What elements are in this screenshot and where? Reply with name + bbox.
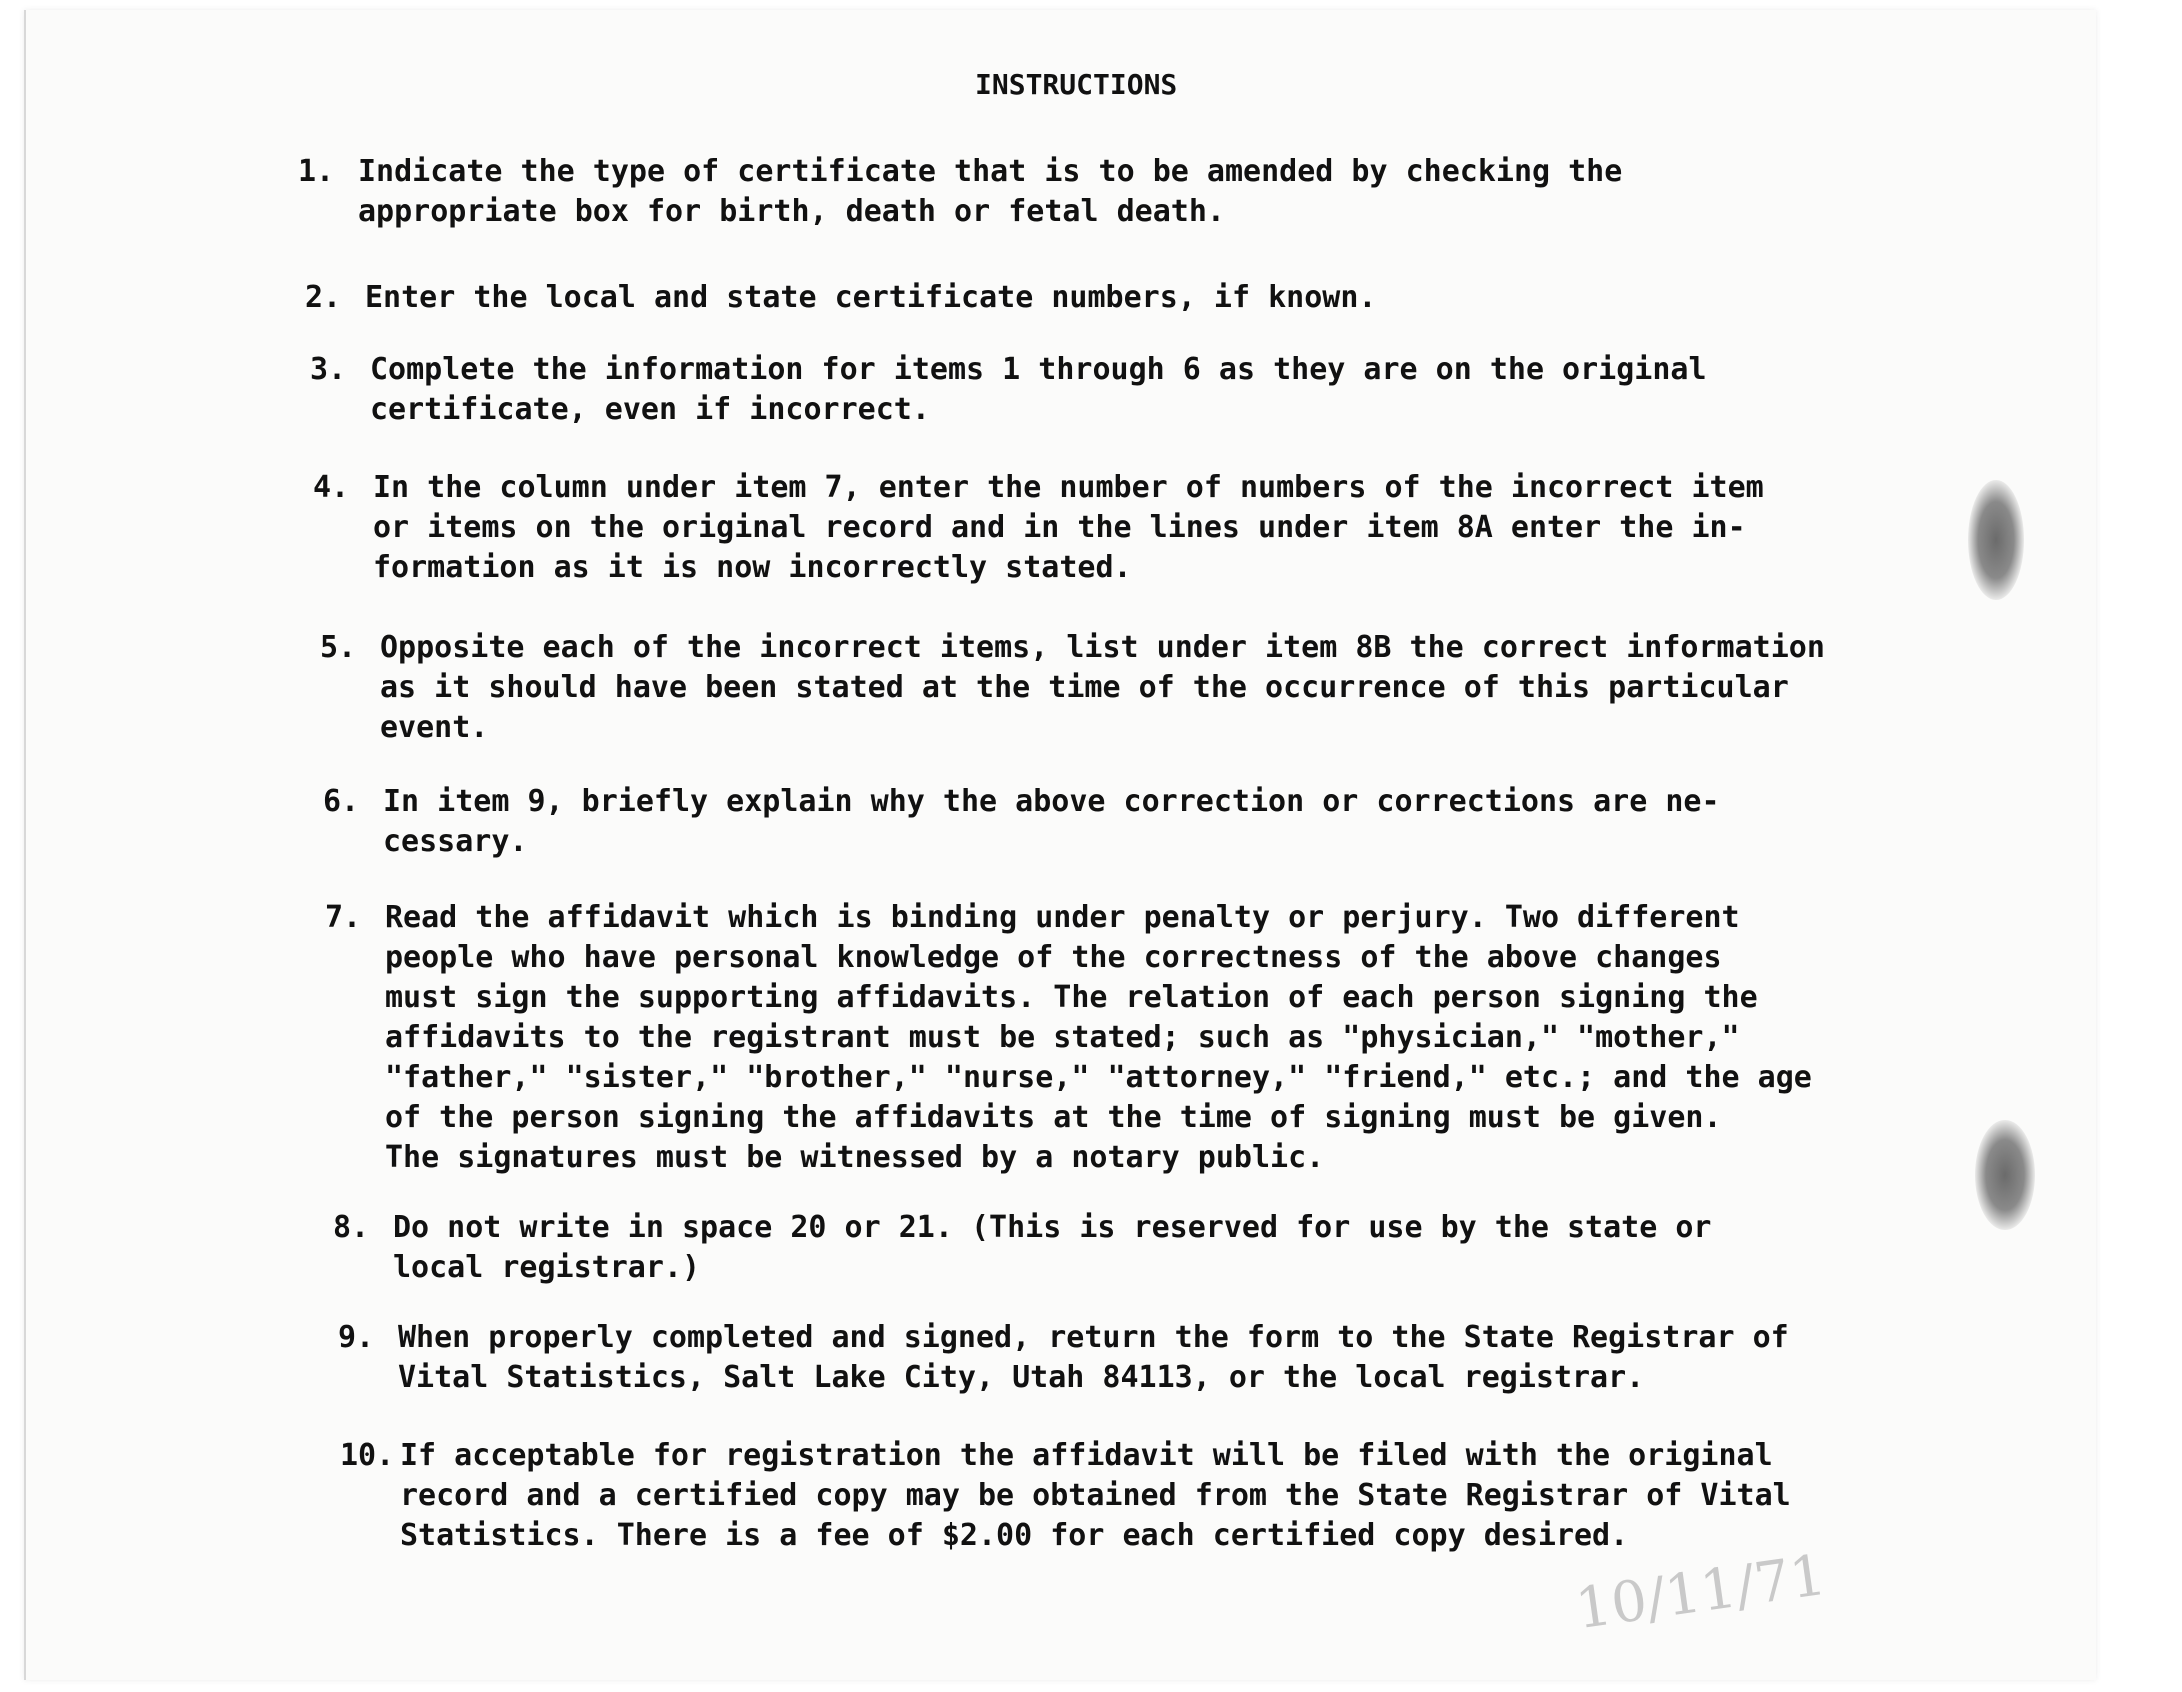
instruction-line: record and a certified copy may be obtained from the State Registrar of Vital [400,1478,1791,1513]
instruction-8 [333,1208,1712,1288]
instruction-line: Do not write in space 20 or 21. (This is reserved for use by the state or [393,1210,1712,1245]
instruction-line: If acceptable for registration the affidavit will be filed with the original [400,1438,1773,1473]
instruction-line: The signatures must be witnessed by a notary public. [385,1140,1325,1175]
instruction-7 [325,898,1812,1178]
page-stain-top [1968,480,2024,600]
instruction-number: 2. [305,280,342,315]
instruction-9 [338,1318,1789,1398]
instruction-line: Opposite each of the incorrect items, list under item 8B the correct information [380,630,1825,665]
instruction-number: 8. [333,1210,370,1245]
instruction-4 [313,468,1764,588]
instruction-number: 9. [338,1320,375,1355]
instruction-line: people who have personal knowledge of the correctness of the above changes [385,940,1722,975]
instruction-5 [320,628,1825,748]
instruction-number: 6. [323,784,360,819]
instruction-number: 4. [313,470,350,505]
instruction-line: must sign the supporting affidavits. The relation of each person signing the [385,980,1758,1015]
instruction-line: When properly completed and signed, return the form to the State Registrar of [398,1320,1789,1355]
instruction-line: Statistics. There is a fee of $2.00 for each certified copy desired. [400,1518,1629,1553]
instruction-line: cessary. [383,824,528,859]
instruction-line: In item 9, briefly explain why the above correction or corrections are ne- [383,784,1720,819]
instruction-number: 5. [320,630,357,665]
instruction-line: certificate, even if incorrect. [370,392,930,427]
instruction-line: event. [380,710,489,745]
instruction-line: formation as it is now incorrectly stated. [373,550,1132,585]
instruction-line: Vital Statistics, Salt Lake City, Utah 84113, or the local registrar. [398,1360,1645,1395]
instruction-line: Read the affidavit which is binding under penalty or perjury. Two different [385,900,1740,935]
instruction-line: Indicate the type of certificate that is to be amended by checking the [358,154,1623,189]
instruction-line: of the person signing the affidavits at the time of signing must be given. [385,1100,1722,1135]
instruction-line: local registrar.) [393,1250,701,1285]
instruction-number: 3. [310,352,347,387]
instruction-number: 1. [298,154,335,189]
instruction-line: appropriate box for birth, death or fetal death. [358,194,1225,229]
instruction-line: In the column under item 7, enter the number of numbers of the incorrect item [373,470,1764,505]
instruction-3 [310,350,1707,430]
instruction-2 [305,278,1376,318]
document-title: INSTRUCTIONS [975,68,1178,101]
handwritten-date-note: 10/11/71 [1571,1542,1830,1643]
instruction-line: Complete the information for items 1 through 6 as they are on the original [370,352,1707,387]
page-stain-bottom [1975,1120,2035,1230]
instruction-line: or items on the original record and in the lines under item 8A enter the in- [373,510,1746,545]
instruction-10 [340,1436,1791,1556]
instruction-1 [298,152,1622,232]
instruction-line: Enter the local and state certificate numbers, if known. [365,280,1377,315]
instruction-number: 10. [340,1438,395,1473]
instruction-line: affidavits to the registrant must be stated; such as "physician," "mother," [385,1020,1740,1055]
instruction-line: as it should have been stated at the time of the occurrence of this particular [380,670,1789,705]
instruction-number: 7. [325,900,362,935]
instruction-6 [323,782,1720,862]
instruction-line: "father," "sister," "brother," "nurse," "attorney," "friend," etc.; and the age [385,1060,1812,1095]
